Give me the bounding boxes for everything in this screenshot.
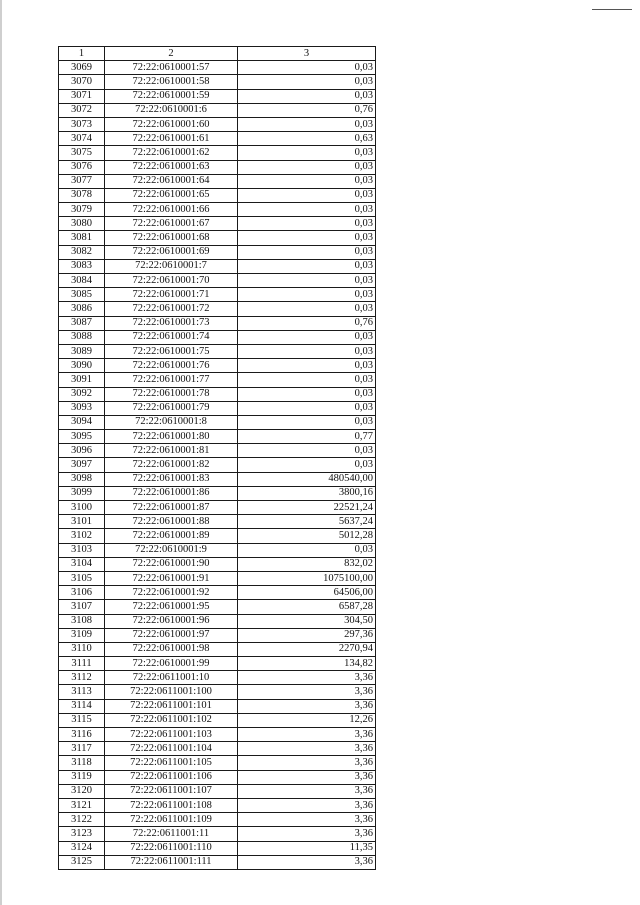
- cadastral-number: 72:22:0610001:69: [105, 245, 238, 259]
- row-value: 0,03: [238, 146, 376, 160]
- table-row: [59, 117, 376, 131]
- row-number: 3122: [59, 813, 105, 827]
- row-number: 3101: [59, 515, 105, 529]
- row-number: 3091: [59, 373, 105, 387]
- row-number: 3103: [59, 543, 105, 557]
- row-value: 0,76: [238, 316, 376, 330]
- cadastral-number: 72:22:0610001:68: [105, 231, 238, 245]
- row-number: 3085: [59, 288, 105, 302]
- table-row: [59, 415, 376, 429]
- cadastral-number: 72:22:0610001:70: [105, 274, 238, 288]
- row-number: 3071: [59, 89, 105, 103]
- cadastral-number: 72:22:0610001:73: [105, 316, 238, 330]
- row-value: 0,63: [238, 132, 376, 146]
- row-value: 0,03: [238, 344, 376, 358]
- table-row: [59, 657, 376, 671]
- cadastral-number: 72:22:0610001:57: [105, 61, 238, 75]
- cadastral-number: 72:22:0610001:58: [105, 75, 238, 89]
- table-row: [59, 160, 376, 174]
- table-row: [59, 557, 376, 571]
- table-row: [59, 359, 376, 373]
- cadastral-number: 72:22:0611001:100: [105, 685, 238, 699]
- table-row: [59, 813, 376, 827]
- cadastral-number: 72:22:0610001:62: [105, 146, 238, 160]
- table-row: [59, 132, 376, 146]
- table-row: [59, 217, 376, 231]
- row-value: 0,03: [238, 117, 376, 131]
- row-value: 0,03: [238, 160, 376, 174]
- cadastral-number: 72:22:0610001:72: [105, 302, 238, 316]
- row-value: 1075100,00: [238, 571, 376, 585]
- row-value: 0,03: [238, 302, 376, 316]
- row-value: 0,03: [238, 274, 376, 288]
- cadastral-number: 72:22:0610001:74: [105, 330, 238, 344]
- cadastral-table: [58, 46, 376, 870]
- row-number: 3120: [59, 784, 105, 798]
- row-number: 3093: [59, 401, 105, 415]
- row-number: 3076: [59, 160, 105, 174]
- cadastral-number: 72:22:0611001:105: [105, 756, 238, 770]
- row-value: 480540,00: [238, 472, 376, 486]
- table-row: [59, 458, 376, 472]
- cadastral-number: 72:22:0610001:98: [105, 642, 238, 656]
- row-number: 3081: [59, 231, 105, 245]
- row-value: 0,03: [238, 259, 376, 273]
- table-row: [59, 600, 376, 614]
- row-number: 3110: [59, 642, 105, 656]
- cadastral-number: 72:22:0610001:96: [105, 614, 238, 628]
- table-row: [59, 515, 376, 529]
- cadastral-number: 72:22:0610001:99: [105, 657, 238, 671]
- cadastral-number: 72:22:0610001:78: [105, 387, 238, 401]
- table-row: [59, 75, 376, 89]
- header-col-3: 3: [238, 47, 376, 61]
- cadastral-number: 72:22:0610001:77: [105, 373, 238, 387]
- row-number: 3077: [59, 174, 105, 188]
- cadastral-number: 72:22:0610001:92: [105, 586, 238, 600]
- cadastral-number: 72:22:0611001:101: [105, 699, 238, 713]
- cadastral-number: 72:22:0610001:6: [105, 103, 238, 117]
- row-value: 3,36: [238, 784, 376, 798]
- cadastral-number: 72:22:0611001:111: [105, 855, 238, 869]
- table-row: [59, 330, 376, 344]
- row-number: 3100: [59, 501, 105, 515]
- row-number: 3119: [59, 770, 105, 784]
- cadastral-number: 72:22:0611001:104: [105, 742, 238, 756]
- row-number: 3098: [59, 472, 105, 486]
- table-row: [59, 770, 376, 784]
- cadastral-number: 72:22:0610001:65: [105, 188, 238, 202]
- row-number: 3069: [59, 61, 105, 75]
- table-row: [59, 855, 376, 869]
- row-number: 3079: [59, 203, 105, 217]
- row-number: 3111: [59, 657, 105, 671]
- table-row: [59, 586, 376, 600]
- row-value: 0,03: [238, 61, 376, 75]
- row-number: 3124: [59, 841, 105, 855]
- cadastral-number: 72:22:0610001:60: [105, 117, 238, 131]
- row-number: 3097: [59, 458, 105, 472]
- cadastral-number: 72:22:0610001:81: [105, 444, 238, 458]
- row-number: 3099: [59, 486, 105, 500]
- row-number: 3125: [59, 855, 105, 869]
- row-value: 0,03: [238, 89, 376, 103]
- table-row: [59, 614, 376, 628]
- row-number: 3092: [59, 387, 105, 401]
- cadastral-number: 72:22:0610001:91: [105, 571, 238, 585]
- cadastral-number: 72:22:0611001:103: [105, 728, 238, 742]
- table-row: [59, 231, 376, 245]
- cadastral-number: 72:22:0611001:108: [105, 798, 238, 812]
- header-col-2: 2: [105, 47, 238, 61]
- scan-left-edge: [0, 0, 2, 905]
- cadastral-number: 72:22:0611001:10: [105, 671, 238, 685]
- table-row: [59, 103, 376, 117]
- row-value: 0,03: [238, 231, 376, 245]
- row-value: 3,36: [238, 671, 376, 685]
- row-value: 5012,28: [238, 529, 376, 543]
- row-value: 11,35: [238, 841, 376, 855]
- row-number: 3104: [59, 557, 105, 571]
- row-value: 3,36: [238, 855, 376, 869]
- row-value: 0,03: [238, 245, 376, 259]
- cadastral-number: 72:22:0610001:82: [105, 458, 238, 472]
- row-number: 3121: [59, 798, 105, 812]
- table-row: [59, 401, 376, 415]
- cadastral-number: 72:22:0610001:97: [105, 628, 238, 642]
- row-number: 3082: [59, 245, 105, 259]
- cadastral-number: 72:22:0610001:71: [105, 288, 238, 302]
- cadastral-number: 72:22:0610001:83: [105, 472, 238, 486]
- cadastral-number: 72:22:0611001:11: [105, 827, 238, 841]
- row-number: 3123: [59, 827, 105, 841]
- row-number: 3102: [59, 529, 105, 543]
- row-number: 3084: [59, 274, 105, 288]
- row-number: 3096: [59, 444, 105, 458]
- row-value: 3,36: [238, 742, 376, 756]
- row-value: 3,36: [238, 728, 376, 742]
- table-row: [59, 486, 376, 500]
- table-row: [59, 642, 376, 656]
- cadastral-number: 72:22:0611001:102: [105, 713, 238, 727]
- row-value: 0,03: [238, 373, 376, 387]
- row-number: 3075: [59, 146, 105, 160]
- table-row: [59, 529, 376, 543]
- cadastral-number: 72:22:0611001:109: [105, 813, 238, 827]
- row-value: 0,03: [238, 543, 376, 557]
- row-value: 0,03: [238, 75, 376, 89]
- table-row: [59, 628, 376, 642]
- row-number: 3118: [59, 756, 105, 770]
- table-row: [59, 387, 376, 401]
- table-row: [59, 784, 376, 798]
- row-value: 6587,28: [238, 600, 376, 614]
- row-number: 3105: [59, 571, 105, 585]
- table-row: [59, 288, 376, 302]
- row-value: 3,36: [238, 699, 376, 713]
- cadastral-number: 72:22:0610001:64: [105, 174, 238, 188]
- cadastral-number: 72:22:0610001:67: [105, 217, 238, 231]
- row-number: 3088: [59, 330, 105, 344]
- row-value: 3,36: [238, 827, 376, 841]
- row-number: 3115: [59, 713, 105, 727]
- row-value: 0,76: [238, 103, 376, 117]
- table-row: [59, 373, 376, 387]
- cadastral-number: 72:22:0610001:66: [105, 203, 238, 217]
- row-value: 134,82: [238, 657, 376, 671]
- header-row: [59, 47, 376, 61]
- table-row: [59, 571, 376, 585]
- row-value: 2270,94: [238, 642, 376, 656]
- table-row: [59, 472, 376, 486]
- row-value: 0,03: [238, 387, 376, 401]
- cadastral-number: 72:22:0610001:95: [105, 600, 238, 614]
- row-value: 0,03: [238, 401, 376, 415]
- cadastral-number: 72:22:0610001:80: [105, 430, 238, 444]
- table-row: [59, 89, 376, 103]
- table-row: [59, 671, 376, 685]
- cadastral-number: 72:22:0610001:86: [105, 486, 238, 500]
- row-number: 3109: [59, 628, 105, 642]
- cadastral-number: 72:22:0610001:87: [105, 501, 238, 515]
- table-row: [59, 756, 376, 770]
- scan-top-rule: [592, 9, 632, 10]
- row-value: 5637,24: [238, 515, 376, 529]
- table-row: [59, 61, 376, 75]
- row-number: 3094: [59, 415, 105, 429]
- table-row: [59, 188, 376, 202]
- row-value: 304,50: [238, 614, 376, 628]
- row-value: 3,36: [238, 770, 376, 784]
- row-value: 12,26: [238, 713, 376, 727]
- table-row: [59, 841, 376, 855]
- table-row: [59, 798, 376, 812]
- row-value: 0,03: [238, 330, 376, 344]
- table-body: [59, 61, 376, 870]
- row-number: 3086: [59, 302, 105, 316]
- cadastral-number: 72:22:0610001:9: [105, 543, 238, 557]
- row-value: 0,03: [238, 359, 376, 373]
- table-row: [59, 444, 376, 458]
- cadastral-number: 72:22:0610001:88: [105, 515, 238, 529]
- table-row: [59, 501, 376, 515]
- row-number: 3089: [59, 344, 105, 358]
- table-row: [59, 274, 376, 288]
- table-row: [59, 146, 376, 160]
- row-number: 3083: [59, 259, 105, 273]
- row-value: 3,36: [238, 813, 376, 827]
- row-value: 0,03: [238, 217, 376, 231]
- row-number: 3095: [59, 430, 105, 444]
- row-value: 3800,16: [238, 486, 376, 500]
- table-row: [59, 302, 376, 316]
- row-value: 64506,00: [238, 586, 376, 600]
- row-number: 3116: [59, 728, 105, 742]
- row-value: 0,03: [238, 288, 376, 302]
- table-row: [59, 685, 376, 699]
- row-value: 22521,24: [238, 501, 376, 515]
- row-number: 3090: [59, 359, 105, 373]
- row-value: 0,03: [238, 203, 376, 217]
- row-number: 3112: [59, 671, 105, 685]
- row-number: 3080: [59, 217, 105, 231]
- row-number: 3113: [59, 685, 105, 699]
- cadastral-number: 72:22:0610001:59: [105, 89, 238, 103]
- cadastral-number: 72:22:0610001:61: [105, 132, 238, 146]
- row-value: 832,02: [238, 557, 376, 571]
- row-number: 3087: [59, 316, 105, 330]
- header-col-1: 1: [59, 47, 105, 61]
- row-value: 0,03: [238, 174, 376, 188]
- row-number: 3078: [59, 188, 105, 202]
- cadastral-number: 72:22:0611001:110: [105, 841, 238, 855]
- table-row: [59, 543, 376, 557]
- row-value: 0,77: [238, 430, 376, 444]
- table-row: [59, 742, 376, 756]
- table-row: [59, 245, 376, 259]
- table-row: [59, 430, 376, 444]
- cadastral-number: 72:22:0610001:79: [105, 401, 238, 415]
- row-number: 3072: [59, 103, 105, 117]
- cadastral-number: 72:22:0610001:76: [105, 359, 238, 373]
- cadastral-number: 72:22:0610001:7: [105, 259, 238, 273]
- row-number: 3106: [59, 586, 105, 600]
- row-number: 3070: [59, 75, 105, 89]
- table-row: [59, 259, 376, 273]
- row-value: 0,03: [238, 458, 376, 472]
- cadastral-number: 72:22:0610001:89: [105, 529, 238, 543]
- row-number: 3074: [59, 132, 105, 146]
- cadastral-number: 72:22:0610001:8: [105, 415, 238, 429]
- row-value: 0,03: [238, 188, 376, 202]
- row-value: 3,36: [238, 756, 376, 770]
- row-number: 3107: [59, 600, 105, 614]
- row-value: 3,36: [238, 798, 376, 812]
- cadastral-number: 72:22:0610001:90: [105, 557, 238, 571]
- row-value: 0,03: [238, 444, 376, 458]
- table-row: [59, 344, 376, 358]
- cadastral-number: 72:22:0610001:63: [105, 160, 238, 174]
- row-number: 3073: [59, 117, 105, 131]
- table-row: [59, 827, 376, 841]
- table-row: [59, 728, 376, 742]
- cadastral-number: 72:22:0611001:106: [105, 770, 238, 784]
- cadastral-number: 72:22:0611001:107: [105, 784, 238, 798]
- row-number: 3108: [59, 614, 105, 628]
- cadastral-number: 72:22:0610001:75: [105, 344, 238, 358]
- table-row: [59, 174, 376, 188]
- table-row: [59, 699, 376, 713]
- table-row: [59, 203, 376, 217]
- row-number: 3117: [59, 742, 105, 756]
- row-value: 0,03: [238, 415, 376, 429]
- row-value: 297,36: [238, 628, 376, 642]
- table-row: [59, 713, 376, 727]
- row-number: 3114: [59, 699, 105, 713]
- table-header: [59, 47, 376, 61]
- row-value: 3,36: [238, 685, 376, 699]
- table-row: [59, 316, 376, 330]
